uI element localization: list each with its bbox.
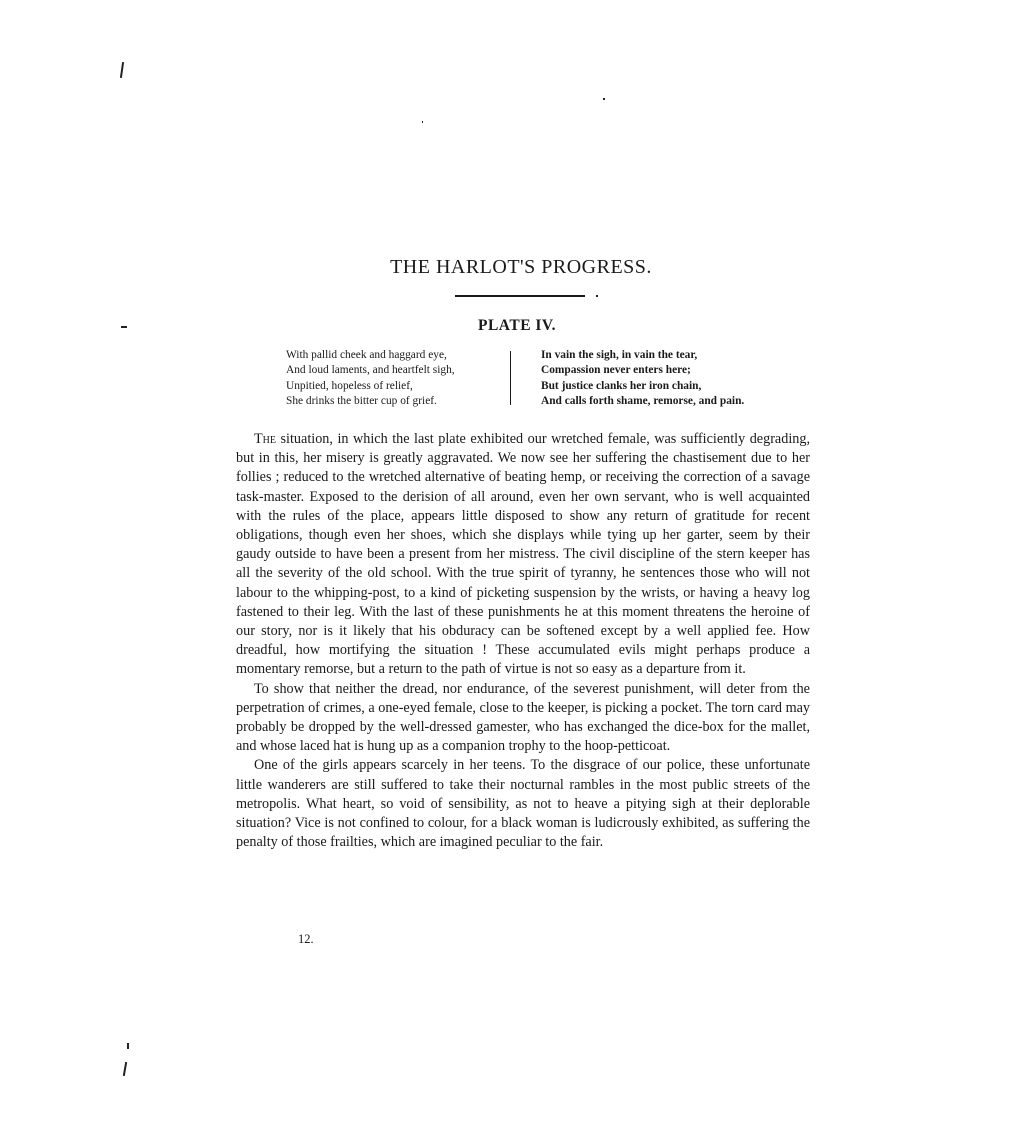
- poem-line: She drinks the bitter cup of grief.: [286, 394, 437, 407]
- poem-line: With pallid cheek and haggard eye,: [286, 349, 447, 361]
- scan-mark-top-left: [120, 62, 124, 78]
- paragraph: [236, 680, 810, 757]
- scan-speck: [603, 98, 605, 100]
- scan-mark-bottom-left: [127, 1043, 129, 1049]
- page-number: 12.: [298, 932, 314, 946]
- paragraph-text: situation, in which the last plate exhibited our wretched female, was sufficiently degrading, but in this, her misery is greatly aggravated. We now see her suffering the chastisement due to her follies ; reduced to the wretched alternative of beating hemp, or receiving the correction of a savage task-master. Exposed to the derision of all around, even her own servant, who is well acquainted with the rules of the place, appears little disposed to show any return of gratitude for recent obligations, though even her shoes, which she displays while tying up her garter, seem by their gaudy outside to have been a present from her mistress. The civil discipline of the stern keeper has all the severity of the old school. With the true spirit of tyranny, he sentences those who will not labour to the whipping-post, to a kind of picketing suspension by the wrists, or having a heavy log fastened to their leg. With the last of these punishments he at this moment threatens the heroine of our story, nor is it likely that his obduracy can be softened except by a well applied fee. How dreadful, how mortifying the situation ! These accumulated evils might perhaps produce a momentary remorse, but a return to the path of virtue is not so easy as a departure from it.: [236, 431, 810, 678]
- poem-line: And calls forth shame, remorse, and pain.: [541, 394, 745, 407]
- page-title: THE HARLOT'S PROGRESS.: [390, 256, 652, 278]
- poem-divider: [510, 351, 511, 405]
- poem-left-stanza: [286, 348, 455, 409]
- paragraph-lead-word: The: [254, 431, 276, 447]
- title-divider: [455, 295, 585, 297]
- poem-right-stanza: [541, 348, 744, 409]
- paragraph: [236, 430, 810, 680]
- poem-line: In vain the sigh, in vain the tear,: [541, 349, 698, 361]
- scan-speck: [121, 326, 127, 328]
- paragraph: [236, 756, 810, 852]
- scan-speck: [596, 295, 598, 297]
- scan-mark-bottom-left: [123, 1062, 127, 1076]
- poem-line: And loud laments, and heartfelt sigh,: [286, 364, 455, 377]
- body-text: [236, 430, 810, 852]
- poem-line: But justice clanks her iron chain,: [541, 379, 702, 392]
- paragraph-text: To show that neither the dread, nor endurance, of the severest punishment, will deter from the perpetration of crimes, a one-eyed female, close to the keeper, is picking a pocket. The torn card may probably be dropped by the well-dressed gamester, who has exchanged the dice-box for the mallet, and whose laced hat is hung up as a companion trophy to the hoop-petticoat.: [236, 680, 810, 755]
- scan-speck: [422, 121, 423, 123]
- paragraph-text: One of the girls appears scarcely in her teens. To the disgrace of our police, these unfortunate little wanderers are still suffered to take their nocturnal rambles in the most public streets of the metropolis. What heart, so void of sensibility, as not to heave a pitying sigh at their deplorable situation? Vice is not confined to colour, for a black woman is ludicrously exhibited, as suffering the penalty of those frailties, which are imagined peculiar to the fair.: [236, 757, 810, 851]
- poem-line: Compassion never enters here;: [541, 364, 691, 377]
- plate-heading: PLATE IV.: [478, 317, 557, 334]
- poem-line: Unpitied, hopeless of relief,: [286, 379, 413, 392]
